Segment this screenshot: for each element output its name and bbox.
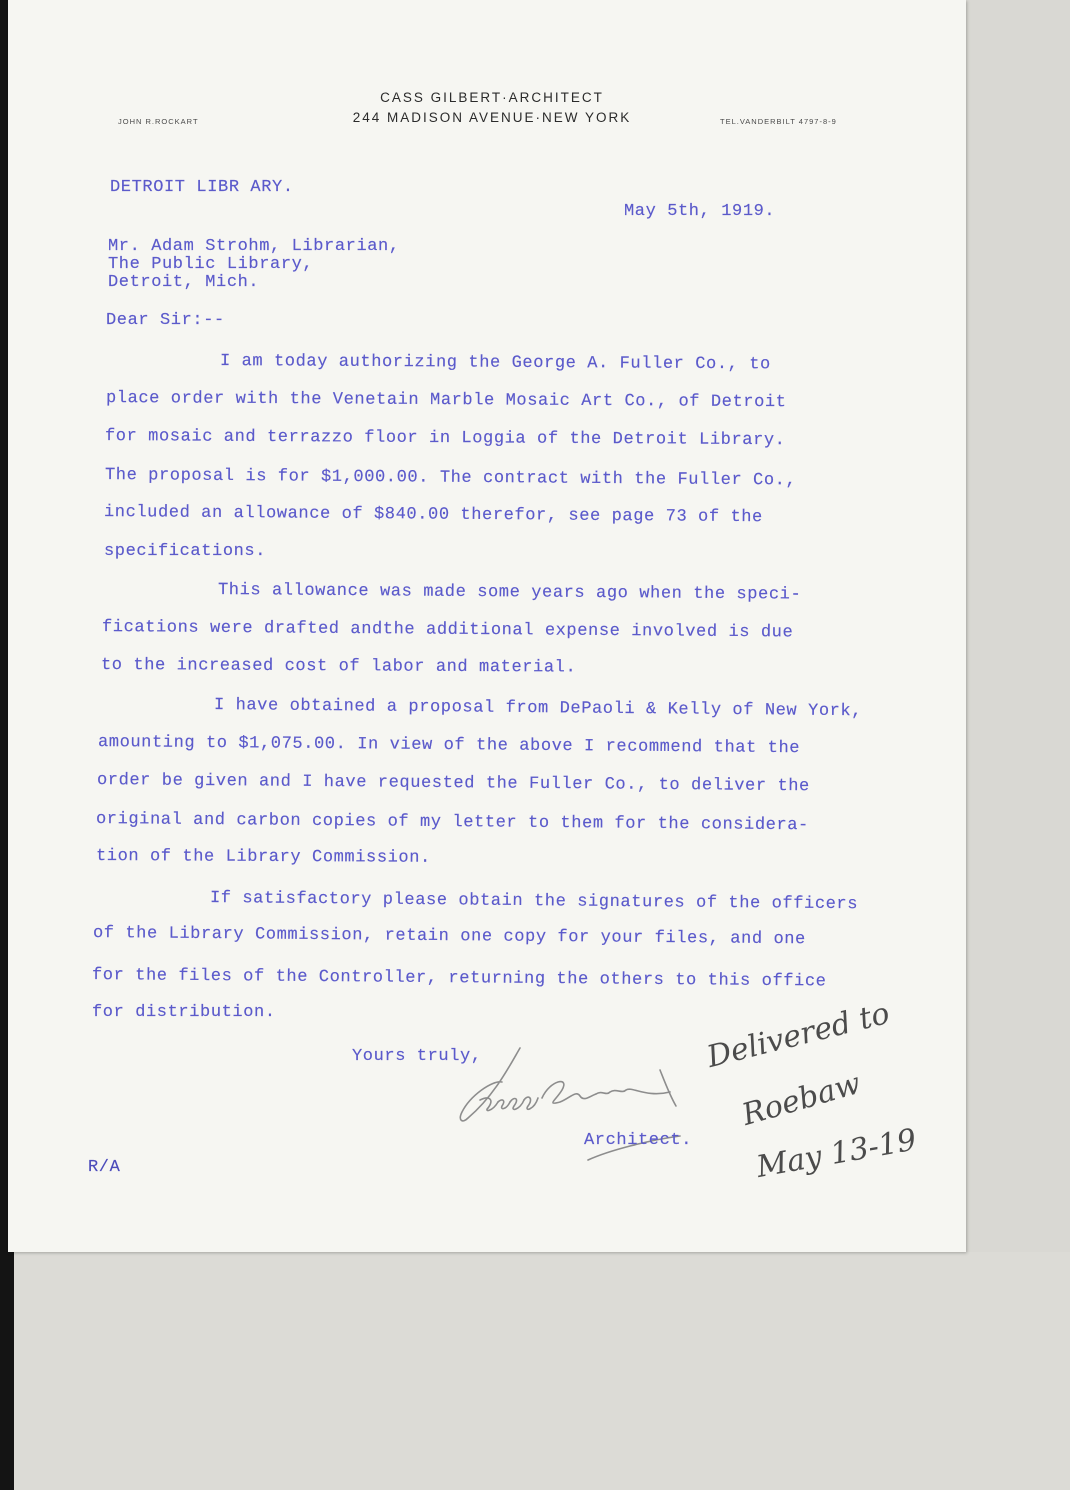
typist-initials: R/A	[88, 1158, 121, 1177]
handwritten-note-line: Roebaw	[738, 1065, 865, 1133]
handwritten-note-line: Delivered to	[703, 995, 894, 1075]
body-line: for distribution.	[92, 1003, 276, 1022]
body-line: amounting to $1,075.00. In view of the above I recommend that the	[97, 733, 801, 759]
body-line: I have obtained a proposal from DePaoli & Kelly of New York,	[213, 696, 863, 722]
letter-date: May 5th, 1919.	[624, 202, 776, 221]
body-line: for mosaic and terrazzo floor in Loggia of the Detroit Library.	[104, 427, 786, 451]
signer-title: Architect.	[584, 1131, 693, 1150]
body-line: If satisfactory please obtain the signatures of the officers	[209, 889, 859, 915]
letter-subject: DETROIT LIBR ARY.	[110, 178, 294, 197]
body-line: original and carbon copies of my letter to them for the considera-	[95, 810, 809, 836]
body-line: included an allowance of $840.00 therefor, see page 73 of the	[103, 503, 763, 528]
body-line: place order with the Venetain Marble Mosaic Art Co., of Detroit	[105, 389, 787, 413]
letterhead-firm: CASS GILBERT·ARCHITECT	[380, 90, 604, 105]
recipient-line: Detroit, Mich.	[108, 273, 260, 292]
letterhead-address: 244 MADISON AVENUE·NEW YORK	[352, 110, 632, 125]
handwritten-note-line: May 13-19	[753, 1122, 920, 1185]
body-line: fications were drafted andthe additional expense involved is due	[101, 618, 794, 643]
letterhead	[330, 90, 654, 125]
body-line: specifications.	[104, 542, 267, 561]
body-line: to the increased cost of labor and material.	[100, 656, 577, 678]
recipient-line: The Public Library,	[108, 255, 314, 274]
letterhead-telephone: TEL.VANDERBILT 4797-8-9	[720, 117, 837, 126]
body-line: The proposal is for $1,000.00. The contract with the Fuller Co.,	[104, 466, 797, 491]
salutation: Dear Sir:--	[106, 311, 225, 330]
scan-background	[14, 1252, 1070, 1490]
body-line: for the files of the Controller, returning the others to this office	[91, 966, 827, 992]
body-line: This allowance was made some years ago when the speci-	[217, 581, 802, 605]
body-line: I am today authorizing the George A. Fuller Co., to	[219, 352, 771, 375]
closing: Yours truly,	[352, 1047, 482, 1066]
recipient-line: Mr. Adam Strohm, Librarian,	[108, 237, 400, 256]
body-line: of the Library Commission, retain one copy for your files, and one	[92, 924, 806, 950]
body-line: order be given and I have requested the Fuller Co., to deliver the	[96, 771, 810, 797]
signature	[450, 1040, 693, 1170]
body-line: tion of the Library Commission.	[95, 847, 431, 868]
letterhead-left-name: JOHN R.ROCKART	[118, 117, 199, 126]
